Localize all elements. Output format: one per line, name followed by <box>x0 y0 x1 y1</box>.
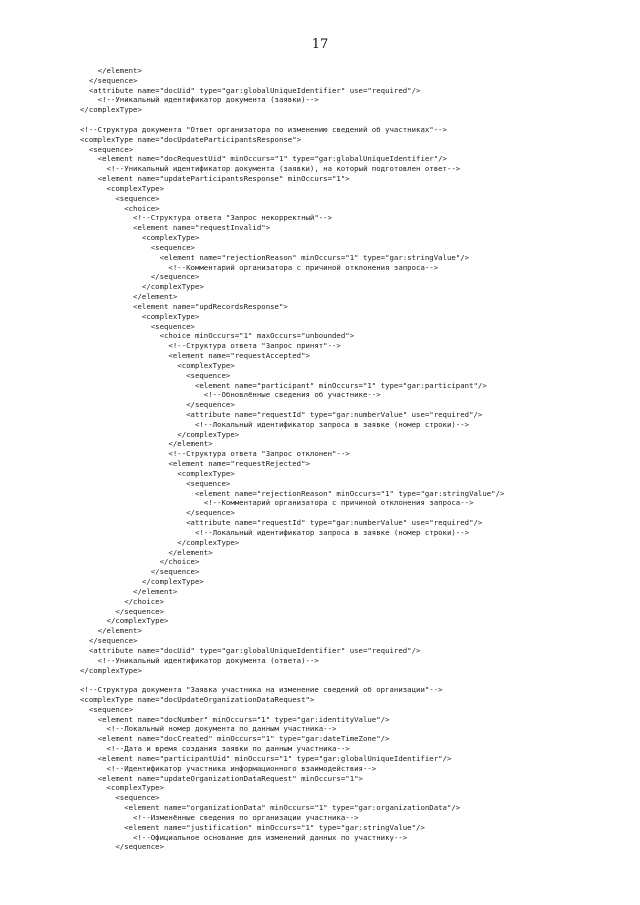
code-line: <!--Дата и время создания заявки по данным участника--> <box>80 744 350 754</box>
code-line: <complexType> <box>80 360 235 370</box>
code-line: <!--Комментарий организатора с причиной отклонения запроса--> <box>80 262 439 272</box>
code-line: <attribute name="docUid" type="gar:globalUniqueIdentifier" use="required"/> <box>80 85 421 95</box>
code-line: <!--Структура документа "Ответ организатора по изменению сведений об участниках"--> <box>80 124 447 134</box>
code-line: <attribute name="docUid" type="gar:globalUniqueIdentifier" use="required"/> <box>80 645 421 655</box>
code-line: </complexType> <box>80 665 142 675</box>
code-line: </complexType> <box>80 105 142 115</box>
code-line <box>80 115 504 125</box>
code-line: <element name="participantUid" minOccurs="1" type="gar:globalUniqueIdentifier"/> <box>80 753 452 763</box>
code-line: <sequence> <box>80 242 195 252</box>
code-line: </sequence> <box>80 508 235 518</box>
code-line: </element> <box>80 626 142 636</box>
code-line: </element> <box>80 547 213 557</box>
code-line: <element name="requestInvalid"> <box>80 223 271 233</box>
code-line: <element name="updRecordsResponse"> <box>80 301 288 311</box>
code-line: <element name="docRequestUid" minOccurs="1" type="gar:globalUniqueIdentifier"/> <box>80 154 447 164</box>
code-line: <sequence> <box>80 144 134 154</box>
code-line: </choice> <box>80 596 165 606</box>
code-line: </element> <box>80 439 213 449</box>
code-line: <sequence> <box>80 704 134 714</box>
code-line: </sequence> <box>80 272 200 282</box>
code-line: <!--Структура ответа "Запрос отклонен"--> <box>80 449 350 459</box>
code-line: <sequence> <box>80 193 160 203</box>
code-line: <sequence> <box>80 321 195 331</box>
code-line: <!--Структура документа "Заявка участника на изменение сведений об организации"--> <box>80 685 443 695</box>
code-line: <element name="updateParticipantsResponse" minOccurs="1"> <box>80 174 350 184</box>
code-line: <complexType> <box>80 311 200 321</box>
code-line: </complexType> <box>80 429 240 439</box>
page-number: 17 <box>311 37 329 52</box>
code-line: <!--Уникальный идентификатор документа (заявки), на который подготовлен ответ--> <box>80 164 461 174</box>
code-line: <sequence> <box>80 478 231 488</box>
code-line: <attribute name="requestId" type="gar:numberValue" use="required"/> <box>80 409 483 419</box>
code-line: <!--Локальный номер документа по данным участника--> <box>80 724 337 734</box>
code-line: <attribute name="requestId" type="gar:numberValue" use="required"/> <box>80 518 483 528</box>
code-line: <!--Изменённые сведения по организации участника--> <box>80 812 359 822</box>
code-line: <!--Структура ответа "Запрос принят"--> <box>80 341 341 351</box>
code-line: <element name="organizationData" minOccurs="1" type="gar:organizationData"/> <box>80 803 461 813</box>
code-line: <!--Уникальный идентификатор документа (заявки)--> <box>80 95 319 105</box>
code-line: </sequence> <box>80 75 138 85</box>
code-line: <!--Идентификатор участника информационного взаимодействия--> <box>80 763 377 773</box>
code-line: <sequence> <box>80 370 231 380</box>
code-line: <complexType> <box>80 183 165 193</box>
code-line: <element name="docCreated" minOccurs="1" type="gar:dateTimeZone"/> <box>80 734 390 744</box>
code-line: </choice> <box>80 557 200 567</box>
code-line: </sequence> <box>80 842 165 852</box>
code-line: <!--Официальное основание для изменений данных по участнику--> <box>80 832 408 842</box>
code-line: </complexType> <box>80 282 204 292</box>
code-line: <complexType name="docUpdateOrganizationDataRequest"> <box>80 695 315 704</box>
code-line: <!--Локальный идентификатор запроса в заявке (номер строки)--> <box>80 527 470 537</box>
code-line: <complexType> <box>80 783 165 793</box>
code-line: </sequence> <box>80 606 165 616</box>
code-line: <element name="docNumber" minOccurs="1" type="gar:identityValue"/> <box>80 714 390 724</box>
code-line: </sequence> <box>80 567 200 577</box>
xml-code-listing <box>80 66 504 852</box>
code-line: <element name="requestAccepted"> <box>80 351 310 361</box>
code-line: <!--Уникальный идентификатор документа (ответа)--> <box>80 655 319 665</box>
code-line <box>80 675 504 685</box>
code-line: </element> <box>80 586 178 596</box>
code-line: </complexType> <box>80 577 204 587</box>
code-line: <element name="justification" minOccurs="1" type="gar:stringValue"/> <box>80 822 425 832</box>
code-line: <!--Комментарий организатора с причиной отклонения запроса--> <box>80 498 474 508</box>
code-line: <!--Структура ответа "Запрос некорректный"--> <box>80 213 333 223</box>
code-line: <sequence> <box>80 793 160 803</box>
code-line: <!--Локальный идентификатор запроса в заявке (номер строки)--> <box>80 419 470 429</box>
code-line: </element> <box>80 66 142 75</box>
code-line: </sequence> <box>80 400 235 410</box>
code-line: </complexType> <box>80 537 240 547</box>
code-line: <element name="rejectionReason" minOccurs="1" type="gar:stringValue"/> <box>80 488 505 498</box>
code-line: </complexType> <box>80 616 169 626</box>
code-line: <!--Обновлённые сведения об участнике--> <box>80 390 381 400</box>
code-line: </sequence> <box>80 636 138 646</box>
code-line: <element name="rejectionReason" minOccurs="1" type="gar:stringValue"/> <box>80 252 470 262</box>
code-line: <choice> <box>80 203 160 213</box>
code-line: <element name="updateOrganizationDataRequest" minOccurs="1"> <box>80 773 363 783</box>
code-line: <element name="participant" minOccurs="1" type="gar:participant"/> <box>80 380 487 390</box>
code-line: <complexType> <box>80 233 200 243</box>
code-line: <element name="requestRejected"> <box>80 459 310 469</box>
code-line: <choice minOccurs="1" maxOccurs="unbounded"> <box>80 331 355 341</box>
code-line: </element> <box>80 292 178 302</box>
code-line: <complexType name="docUpdateParticipantsResponse"> <box>80 134 302 144</box>
code-line: <complexType> <box>80 468 235 478</box>
